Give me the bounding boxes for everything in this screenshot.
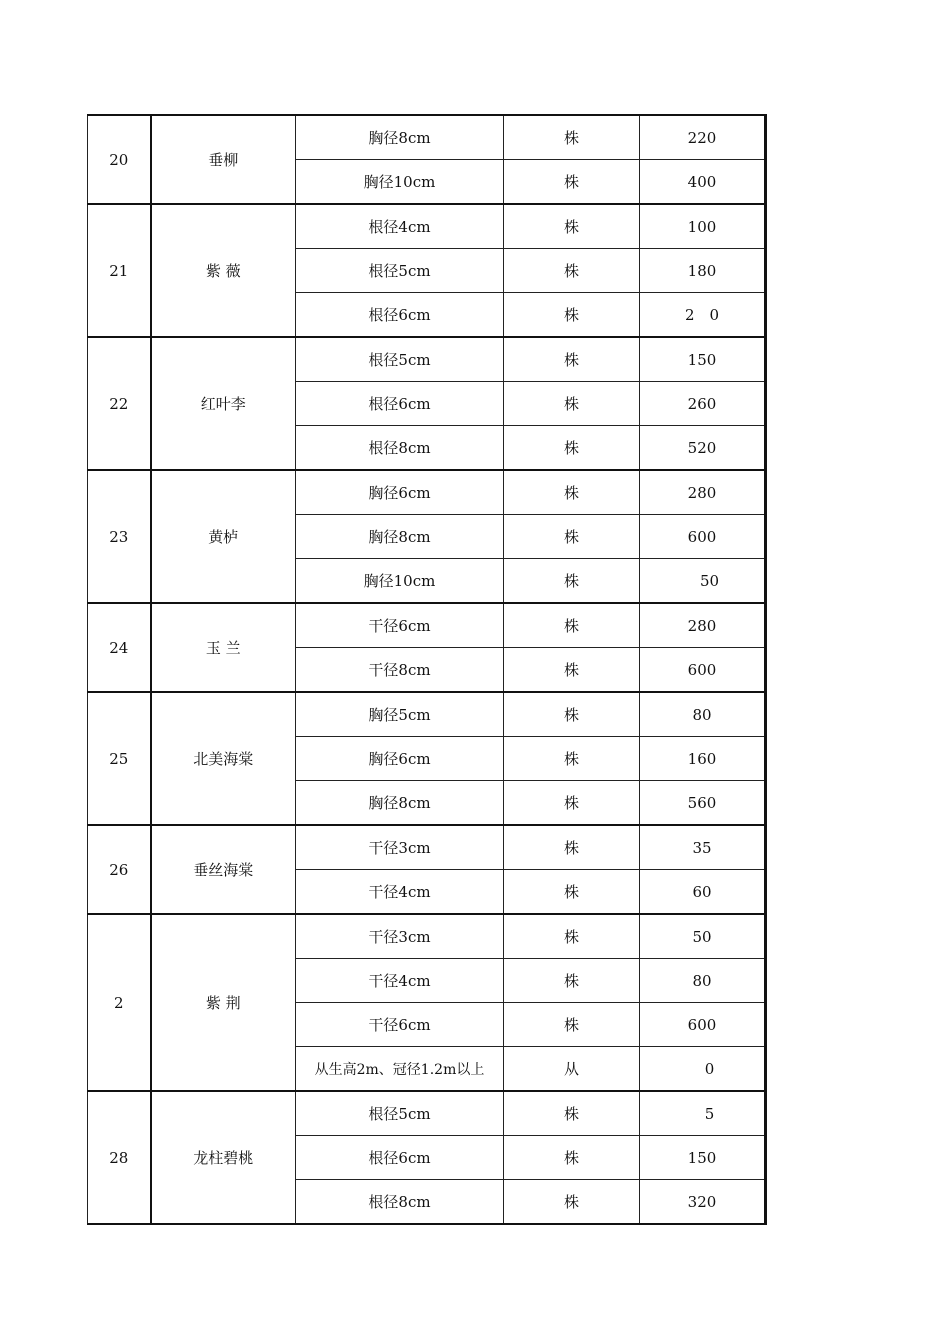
unit-cell: 从 xyxy=(504,1047,640,1092)
price-cell: 260 xyxy=(640,382,766,426)
unit-cell: 株 xyxy=(504,692,640,737)
price-cell: 520 xyxy=(640,426,766,471)
spec-cell: 根径5cm xyxy=(296,1091,504,1136)
spec-cell: 干径3cm xyxy=(296,914,504,959)
price-cell: 600 xyxy=(640,515,766,559)
spec-cell: 根径8cm xyxy=(296,426,504,471)
spec-cell: 干径4cm xyxy=(296,959,504,1003)
plant-name-cell: 垂柳 xyxy=(151,115,296,204)
unit-cell: 株 xyxy=(504,648,640,693)
price-cell: 150 xyxy=(640,1136,766,1180)
price-cell: 560 xyxy=(640,781,766,826)
unit-cell: 株 xyxy=(504,382,640,426)
unit-cell: 株 xyxy=(504,914,640,959)
unit-cell: 株 xyxy=(504,825,640,870)
unit-cell: 株 xyxy=(504,870,640,915)
price-cell: 320 xyxy=(640,1180,766,1225)
plant-name-cell: 黄栌 xyxy=(151,470,296,603)
price-cell: 80 xyxy=(640,692,766,737)
spec-cell: 从生高2m、冠径1.2m以上 xyxy=(296,1047,504,1092)
item-number-cell: 22 xyxy=(88,337,151,470)
plant-name-cell: 玉 兰 xyxy=(151,603,296,692)
plant-name-cell: 紫 荆 xyxy=(151,914,296,1091)
unit-cell: 株 xyxy=(504,293,640,338)
spec-cell: 胸径6cm xyxy=(296,737,504,781)
spec-cell: 胸径8cm xyxy=(296,515,504,559)
unit-cell: 株 xyxy=(504,160,640,205)
unit-cell: 株 xyxy=(504,470,640,515)
item-number-cell: 2 xyxy=(88,914,151,1091)
price-table-body xyxy=(88,115,766,1224)
table-row xyxy=(88,204,766,249)
table-row xyxy=(88,115,766,160)
price-cell: 100 xyxy=(640,204,766,249)
table-row xyxy=(88,470,766,515)
spec-cell: 根径4cm xyxy=(296,204,504,249)
spec-cell: 干径4cm xyxy=(296,870,504,915)
spec-cell: 根径5cm xyxy=(296,249,504,293)
table-row xyxy=(88,1091,766,1136)
price-cell: 400 xyxy=(640,160,766,205)
item-number-cell: 23 xyxy=(88,470,151,603)
price-cell: 35 xyxy=(640,825,766,870)
price-cell: 220 xyxy=(640,115,766,160)
price-cell: 50 xyxy=(640,914,766,959)
spec-cell: 干径3cm xyxy=(296,825,504,870)
item-number-cell: 25 xyxy=(88,692,151,825)
price-sheet xyxy=(87,114,765,1225)
price-cell: 600 xyxy=(640,648,766,693)
unit-cell: 株 xyxy=(504,426,640,471)
spec-cell: 根径8cm xyxy=(296,1180,504,1225)
spec-cell: 干径8cm xyxy=(296,648,504,693)
unit-cell: 株 xyxy=(504,1136,640,1180)
price-cell: 50 xyxy=(640,559,766,604)
unit-cell: 株 xyxy=(504,559,640,604)
price-cell: 180 xyxy=(640,249,766,293)
unit-cell: 株 xyxy=(504,1003,640,1047)
price-cell: 0 xyxy=(640,1047,766,1092)
plant-name-cell: 垂丝海棠 xyxy=(151,825,296,914)
plant-name-cell: 紫 薇 xyxy=(151,204,296,337)
unit-cell: 株 xyxy=(504,337,640,382)
unit-cell: 株 xyxy=(504,959,640,1003)
spec-cell: 干径6cm xyxy=(296,603,504,648)
spec-cell: 胸径5cm xyxy=(296,692,504,737)
price-cell: 60 xyxy=(640,870,766,915)
spec-cell: 根径5cm xyxy=(296,337,504,382)
spec-cell: 干径6cm xyxy=(296,1003,504,1047)
price-cell: 2 0 xyxy=(640,293,766,338)
spec-cell: 胸径8cm xyxy=(296,781,504,826)
price-cell: 80 xyxy=(640,959,766,1003)
spec-cell: 胸径8cm xyxy=(296,115,504,160)
unit-cell: 株 xyxy=(504,1180,640,1225)
table-row xyxy=(88,337,766,382)
spec-cell: 根径6cm xyxy=(296,382,504,426)
plant-name-cell: 红叶李 xyxy=(151,337,296,470)
item-number-cell: 21 xyxy=(88,204,151,337)
spec-cell: 胸径10cm xyxy=(296,559,504,604)
item-number-cell: 20 xyxy=(88,115,151,204)
plant-name-cell: 北美海棠 xyxy=(151,692,296,825)
table-row xyxy=(88,914,766,959)
unit-cell: 株 xyxy=(504,781,640,826)
nursery-price-table xyxy=(87,114,767,1225)
price-cell: 280 xyxy=(640,470,766,515)
price-cell: 600 xyxy=(640,1003,766,1047)
price-cell: 280 xyxy=(640,603,766,648)
unit-cell: 株 xyxy=(504,515,640,559)
table-row xyxy=(88,692,766,737)
price-cell: 5 xyxy=(640,1091,766,1136)
unit-cell: 株 xyxy=(504,115,640,160)
price-cell: 160 xyxy=(640,737,766,781)
spec-cell: 根径6cm xyxy=(296,1136,504,1180)
price-cell: 150 xyxy=(640,337,766,382)
item-number-cell: 28 xyxy=(88,1091,151,1224)
unit-cell: 株 xyxy=(504,1091,640,1136)
table-row xyxy=(88,603,766,648)
plant-name-cell: 龙柱碧桃 xyxy=(151,1091,296,1224)
spec-cell: 胸径6cm xyxy=(296,470,504,515)
unit-cell: 株 xyxy=(504,249,640,293)
unit-cell: 株 xyxy=(504,737,640,781)
unit-cell: 株 xyxy=(504,603,640,648)
item-number-cell: 26 xyxy=(88,825,151,914)
item-number-cell: 24 xyxy=(88,603,151,692)
table-row xyxy=(88,825,766,870)
unit-cell: 株 xyxy=(504,204,640,249)
spec-cell: 胸径10cm xyxy=(296,160,504,205)
spec-cell: 根径6cm xyxy=(296,293,504,338)
